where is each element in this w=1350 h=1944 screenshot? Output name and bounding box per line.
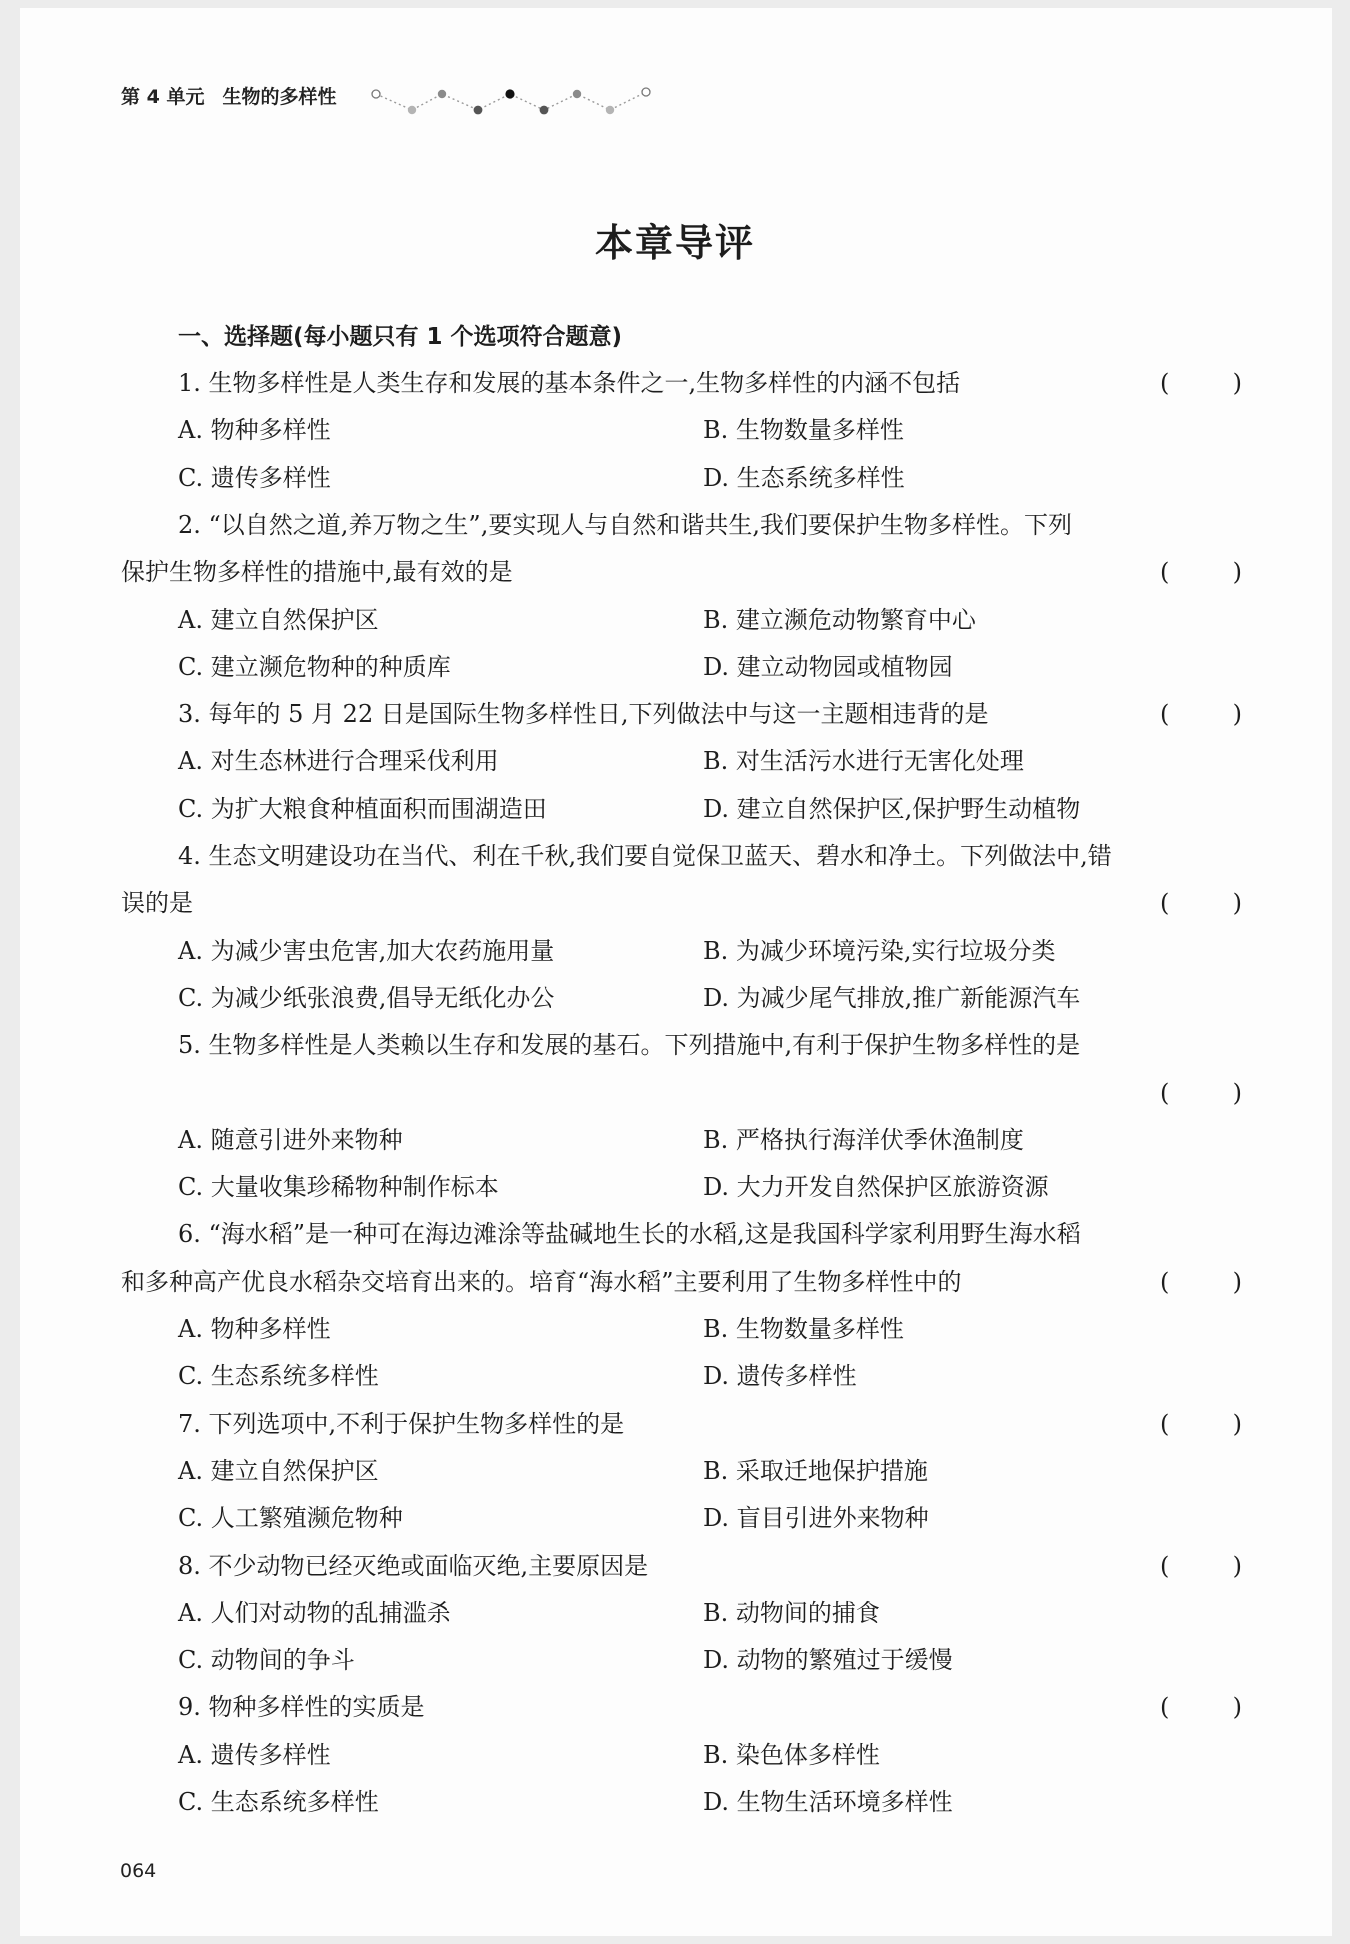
option-item: C. 建立濒危物种的种质库	[178, 652, 451, 681]
option-item: A. 建立自然保护区	[178, 605, 379, 634]
option-item: C. 生态系统多样性	[178, 1362, 379, 1391]
question-stem-line: 1. 生物多样性是人类生存和发展的基本条件之一,生物多样性的内涵不包括	[178, 369, 961, 397]
option-item: D. 生物生活环境多样性	[703, 1788, 953, 1816]
question-stem-line: 8. 不少动物已经灭绝或面临灭绝,主要原因是	[178, 1551, 649, 1580]
option-item: C. 为扩大粮食种植面积而围湖造田	[178, 794, 547, 823]
option-item: C. 人工繁殖濒危物种	[178, 1504, 403, 1533]
option-item: B. 为减少环境污染,实行垃圾分类	[703, 936, 1056, 965]
header-title: 生物的多样性	[222, 86, 337, 108]
option-item: A. 为减少害虫危害,加大农药施用量	[178, 936, 555, 965]
answer-blank	[1160, 888, 1242, 918]
option-item: C. 生态系统多样性	[178, 1788, 379, 1816]
answer-blank-close: )	[1232, 1078, 1242, 1107]
option-item: D. 建立自然保护区,保护野生动植物	[703, 794, 1081, 823]
option-item: D. 动物的繁殖过于缓慢	[703, 1646, 953, 1675]
answer-blank-close: )	[1232, 558, 1242, 587]
section-heading: 一、选择题(每小题只有 1 个选项符合题意)	[178, 324, 623, 350]
option-item: D. 建立动物园或植物园	[703, 652, 953, 681]
answer-blank-close: )	[1232, 1551, 1242, 1580]
question-stem-line: 和多种高产优良水稻杂交培育出来的。培育“海水稻”主要利用了生物多样性中的	[121, 1267, 962, 1296]
question-stem-line: 7. 下列选项中,不利于保护生物多样性的是	[178, 1409, 625, 1438]
answer-blank-close: )	[1232, 889, 1242, 918]
option-item: A. 遗传多样性	[178, 1740, 331, 1769]
answer-blank-open: (	[1160, 1551, 1170, 1580]
chapter-title: 本章导评	[594, 220, 755, 265]
answer-blank-open: (	[1160, 1267, 1170, 1296]
answer-blank	[1160, 557, 1242, 587]
question-stem-line: 误的是	[121, 889, 193, 918]
question-stem-line: 4. 生态文明建设功在当代、利在千秋,我们要自觉保卫蓝天、碧水和净土。下列做法中,错	[178, 842, 1112, 870]
answer-blank-close: )	[1232, 1267, 1242, 1296]
option-item: A. 物种多样性	[178, 1315, 331, 1343]
answer-blank-open: (	[1160, 1409, 1170, 1438]
answer-blank	[1160, 1078, 1242, 1108]
option-item: A. 人们对动物的乱捕滥杀	[178, 1598, 451, 1627]
option-item: C. 为减少纸张浪费,倡导无纸化办公	[178, 983, 555, 1012]
option-item: A. 对生态林进行合理采伐利用	[178, 747, 499, 776]
answer-blank-open: (	[1160, 1078, 1170, 1107]
option-item: C. 动物间的争斗	[178, 1646, 355, 1675]
answer-blank	[1160, 1692, 1242, 1722]
option-item: A. 建立自然保护区	[178, 1456, 379, 1485]
answer-blank-close: )	[1232, 369, 1242, 397]
option-item: A. 随意引进外来物种	[178, 1125, 403, 1154]
question-stem-line: 3. 每年的 5 月 22 日是国际生物多样性日,下列做法中与这一主题相违背的是	[178, 700, 989, 729]
answer-blank-open: (	[1160, 1693, 1170, 1722]
option-item: D. 遗传多样性	[703, 1362, 857, 1391]
running-header	[121, 82, 336, 109]
option-item: B. 生物数量多样性	[703, 416, 904, 445]
answer-blank	[1160, 1551, 1242, 1581]
answer-blank-close: )	[1232, 1409, 1242, 1438]
header-dots-ornament	[370, 84, 655, 118]
answer-blank	[1160, 1409, 1242, 1439]
answer-blank	[1160, 1267, 1242, 1297]
option-item: D. 为减少尾气排放,推广新能源汽车	[703, 983, 1081, 1012]
option-item: C. 大量收集珍稀物种制作标本	[178, 1173, 499, 1202]
option-item: B. 染色体多样性	[703, 1740, 880, 1769]
answer-blank	[1160, 699, 1242, 729]
answer-blank-open: (	[1160, 889, 1170, 918]
answer-blank-open: (	[1160, 369, 1170, 397]
option-item: B. 建立濒危动物繁育中心	[703, 605, 976, 634]
option-item: C. 遗传多样性	[178, 463, 331, 492]
header-unit: 第 4 单元	[121, 86, 205, 108]
answer-blank	[1160, 368, 1242, 398]
option-item: D. 生态系统多样性	[703, 463, 905, 492]
option-item: B. 严格执行海洋伏季休渔制度	[703, 1125, 1024, 1154]
option-item: B. 生物数量多样性	[703, 1315, 904, 1343]
option-item: D. 盲目引进外来物种	[703, 1504, 929, 1533]
option-item: A. 物种多样性	[178, 416, 331, 445]
answer-blank-close: )	[1232, 1693, 1242, 1722]
answer-blank-open: (	[1160, 558, 1170, 587]
option-item: B. 对生活污水进行无害化处理	[703, 747, 1024, 776]
answer-blank-open: (	[1160, 700, 1170, 729]
option-item: D. 大力开发自然保护区旅游资源	[703, 1173, 1049, 1202]
question-stem-line: 6. “海水稻”是一种可在海边滩涂等盐碱地生长的水稻,这是我国科学家利用野生海水稻	[178, 1220, 1081, 1249]
answer-blank-close: )	[1232, 700, 1242, 729]
question-stem-line: 9. 物种多样性的实质是	[178, 1693, 425, 1722]
question-stem-line: 5. 生物多样性是人类赖以生存和发展的基石。下列措施中,有利于保护生物多样性的是	[178, 1031, 1081, 1060]
question-stem-line: 2. “以自然之道,养万物之生”,要实现人与自然和谐共生,我们要保护生物多样性。下列	[178, 510, 1072, 539]
option-item: B. 动物间的捕食	[703, 1598, 880, 1627]
page-number: 064	[120, 1860, 157, 1882]
question-stem-line: 保护生物多样性的措施中,最有效的是	[121, 558, 513, 587]
option-item: B. 采取迁地保护措施	[703, 1456, 928, 1485]
